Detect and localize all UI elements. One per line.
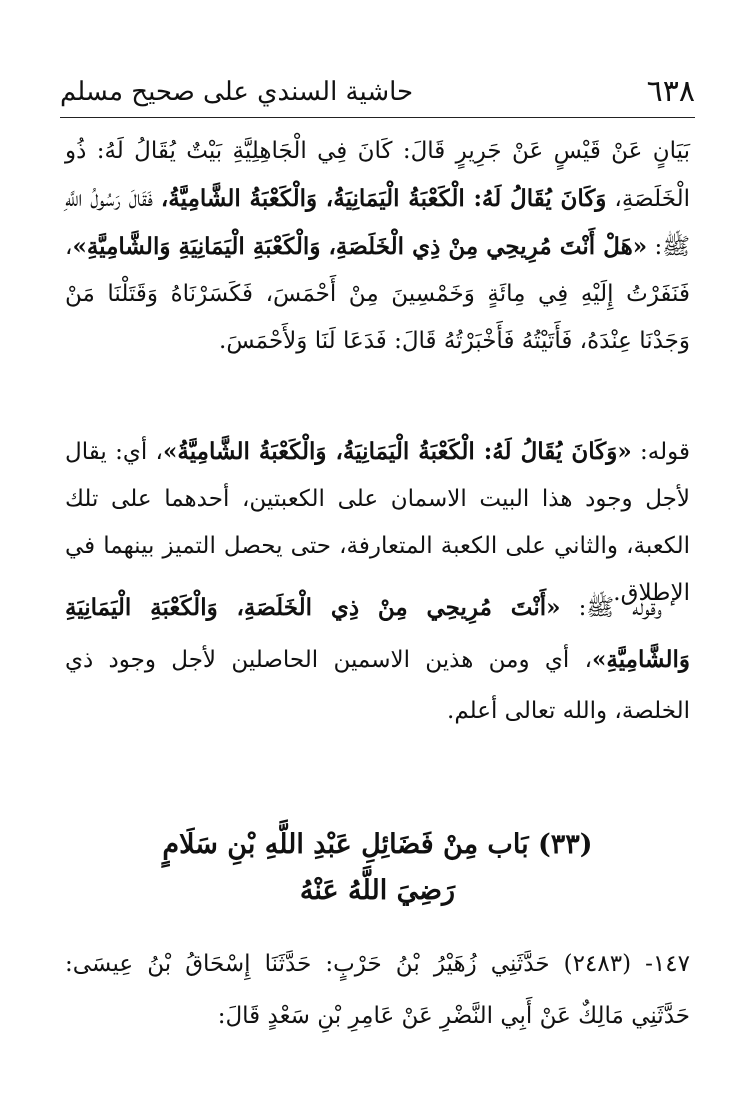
hadith-chain: بَيَانٍ عَنْ قَيْسٍ عَنْ جَرِيرٍ قَالَ: كَانَ فِي الْجَاهِلِيَّةِ بَيْتٌ يُقَالُ لَهُ: ذُو الْخَلَصَةِ، <box>65 138 690 212</box>
hadith-bold-phrase: وَكَانَ يُقَالُ لَهُ: الْكَعْبَةُ الْيَمَانِيَةُ، وَالْكَعْبَةُ الشَّامِيَّةُ، <box>160 185 607 212</box>
commentary-paragraph-2 <box>65 582 690 737</box>
chapter-title-line-1: (٣٣) بَاب مِنْ فَضَائِلِ عَبْدِ اللَّهِ بْنِ سَلَامٍ <box>162 829 593 860</box>
page-number: ٦٣٨ <box>646 74 695 109</box>
commentary-lead: قوله: <box>631 439 690 465</box>
commentary-lead: وقوله ﷺ: <box>560 595 662 621</box>
running-title: حاشية السندي على صحيح مسلم <box>60 77 414 107</box>
prophet-quote: «هَلْ أَنْتَ مُرِيحِي مِنْ ذِي الْخَلَصَةِ، وَالْكَعْبَةِ الْيَمَانِيَةِ وَالشَّامِيَّةِ» <box>72 233 648 260</box>
hadith-147-text: ١٤٧- (٢٤٨٣) حَدَّثَنِي زُهَيْرُ بْنُ حَرْبٍ: حَدَّثَنَا إِسْحَاقُ بْنُ عِيسَى: حَدَّثَنِي مَالِكٌ عَنْ أَبِي النَّضْرِ عَنْ عَامِرِ بْنِ سَعْدٍ قَالَ: <box>65 951 690 1029</box>
hadith-narration: فَقَالَ رَسُولُ اللَّهِ ﷺ: <box>65 186 690 260</box>
commentary-body: ، أي ومن هذين الاسمين الحاصلين لأجل وجود ذي الخلصة، والله تعالى أعلم. <box>65 647 690 724</box>
hadith-text <box>65 128 690 365</box>
commentary-body: ، أي: يقال لأجل وجود هذا البيت الاسمان على الكعبتين، أحدهما على تلك الكعبة، والثاني على الكعبة المتعارفة، حتى يحصل التميز بينهما في الإطلاق. <box>65 439 690 606</box>
hadith-147 <box>65 938 690 1042</box>
chapter-title-line-2: رَضِيَ اللَّهُ عَنْهُ <box>299 875 456 906</box>
chapter-heading <box>60 822 695 914</box>
hadith-ending: ، فَنَفَرْتُ إِلَيْهِ فِي مِائَةٍ وَخَمْسِينَ مِنْ أَحْمَسَ، فَكَسَرْنَاهُ وَقَتَلْنَا مَنْ وَجَدْنَا عِنْدَهُ، فَأَتَيْتُهُ فَأَخْبَرْتُهُ قَالَ: فَدَعَا لَنَا وَلأَحْمَسَ. <box>65 234 690 354</box>
header-rule <box>60 117 695 118</box>
commentary-quote: «أَنْتَ مُرِيحِي مِنْ ذِي الْخَلَصَةِ، وَالْكَعْبَةِ الْيَمَانِيَةِ وَالشَّامِيَّةِ» <box>65 594 690 673</box>
commentary-quote: «وَكَانَ يُقَالُ لَهُ: الْكَعْبَةُ الْيَمَانِيَةُ، وَالْكَعْبَةُ الشَّامِيَّةُ» <box>162 438 632 465</box>
page-header <box>60 72 695 112</box>
